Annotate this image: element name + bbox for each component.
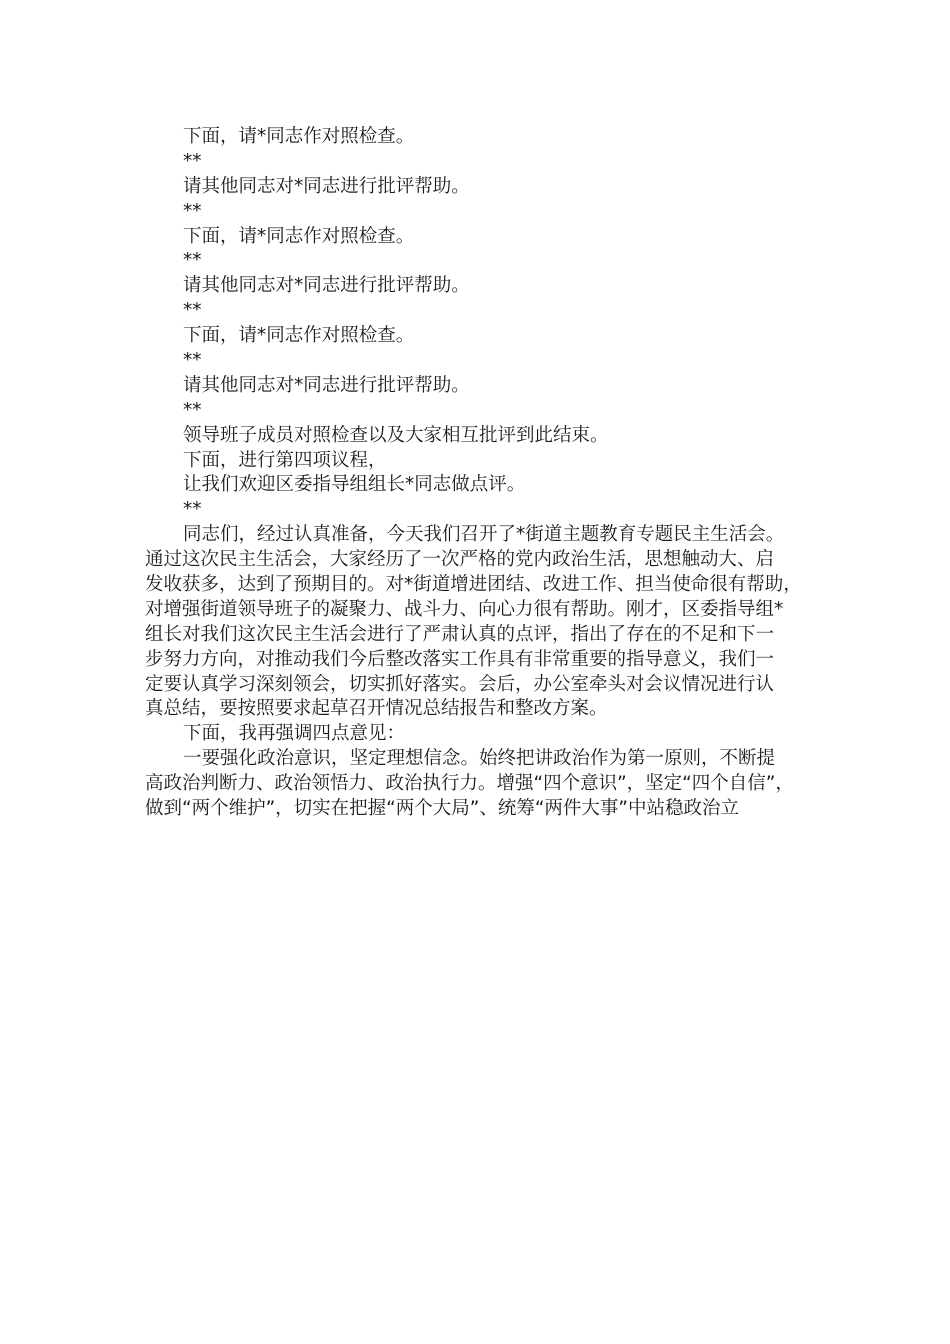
text-line: **: [183, 399, 202, 421]
text-line: 下面，请*同志作对照检查。: [183, 325, 415, 347]
text-line: 高政治判断力、政治领悟力、政治执行力。增强“四个意识”，坚定“四个自信”，: [145, 773, 794, 795]
text-line: 一要强化政治意识，坚定理想信念。始终把讲政治作为第一原则，不断提: [183, 748, 776, 770]
text-line: **: [183, 499, 202, 521]
text-line: **: [183, 350, 202, 372]
text-line: 发收获多，达到了预期目的。对*街道增进团结、改进工作、担当使命很有帮助，: [145, 574, 802, 596]
text-line: 组长对我们这次民主生活会进行了严肃认真的点评，指出了存在的不足和下一: [145, 623, 775, 645]
text-line: 定要认真学习深刻领会，切实抓好落实。会后，办公室牵头对会议情况进行认: [145, 673, 775, 695]
text-line: 下面，请*同志作对照检查。: [183, 126, 415, 147]
text-line: **: [183, 300, 202, 322]
text-line: **: [183, 150, 202, 172]
text-line: 真总结，要按照要求起草召开情况总结报告和整改方案。: [145, 698, 608, 720]
text-line: 让我们欢迎区委指导组组长*同志做点评。: [183, 474, 526, 496]
text-line: **: [183, 200, 202, 222]
text-line: 做到“两个维护”，切实在把握“两个大局”、统筹“两件大事”中站稳政治立: [145, 798, 740, 820]
text-line: 请其他同志对*同志进行批评帮助。: [183, 374, 470, 396]
text-line: **: [183, 250, 202, 272]
text-line: 下面，请*同志作对照检查。: [183, 225, 415, 247]
text-line: 领导班子成员对照检查以及大家相互批评到此结束。: [183, 424, 609, 446]
text-line: 同志们，经过认真准备，今天我们召开了*街道主题教育专题民主生活会。: [183, 524, 785, 546]
text-line: 对增强街道领导班子的凝聚力、战斗力、向心力很有帮助。刚才，区委指导组*: [145, 598, 784, 620]
text-line: 步努力方向，对推动我们今后整改落实工作具有非常重要的指导意义，我们一: [145, 648, 775, 670]
text-line: 下面，我再强调四点意见：: [183, 723, 406, 745]
text-line: 通过这次民主生活会，大家经历了一次严格的党内政治生活，思想触动大、启: [145, 549, 775, 571]
text-line: 下面，进行第四项议程，: [183, 449, 387, 471]
document-body: [145, 125, 825, 822]
text-line: 请其他同志对*同志进行批评帮助。: [183, 275, 470, 297]
text-line: 请其他同志对*同志进行批评帮助。: [183, 175, 470, 197]
